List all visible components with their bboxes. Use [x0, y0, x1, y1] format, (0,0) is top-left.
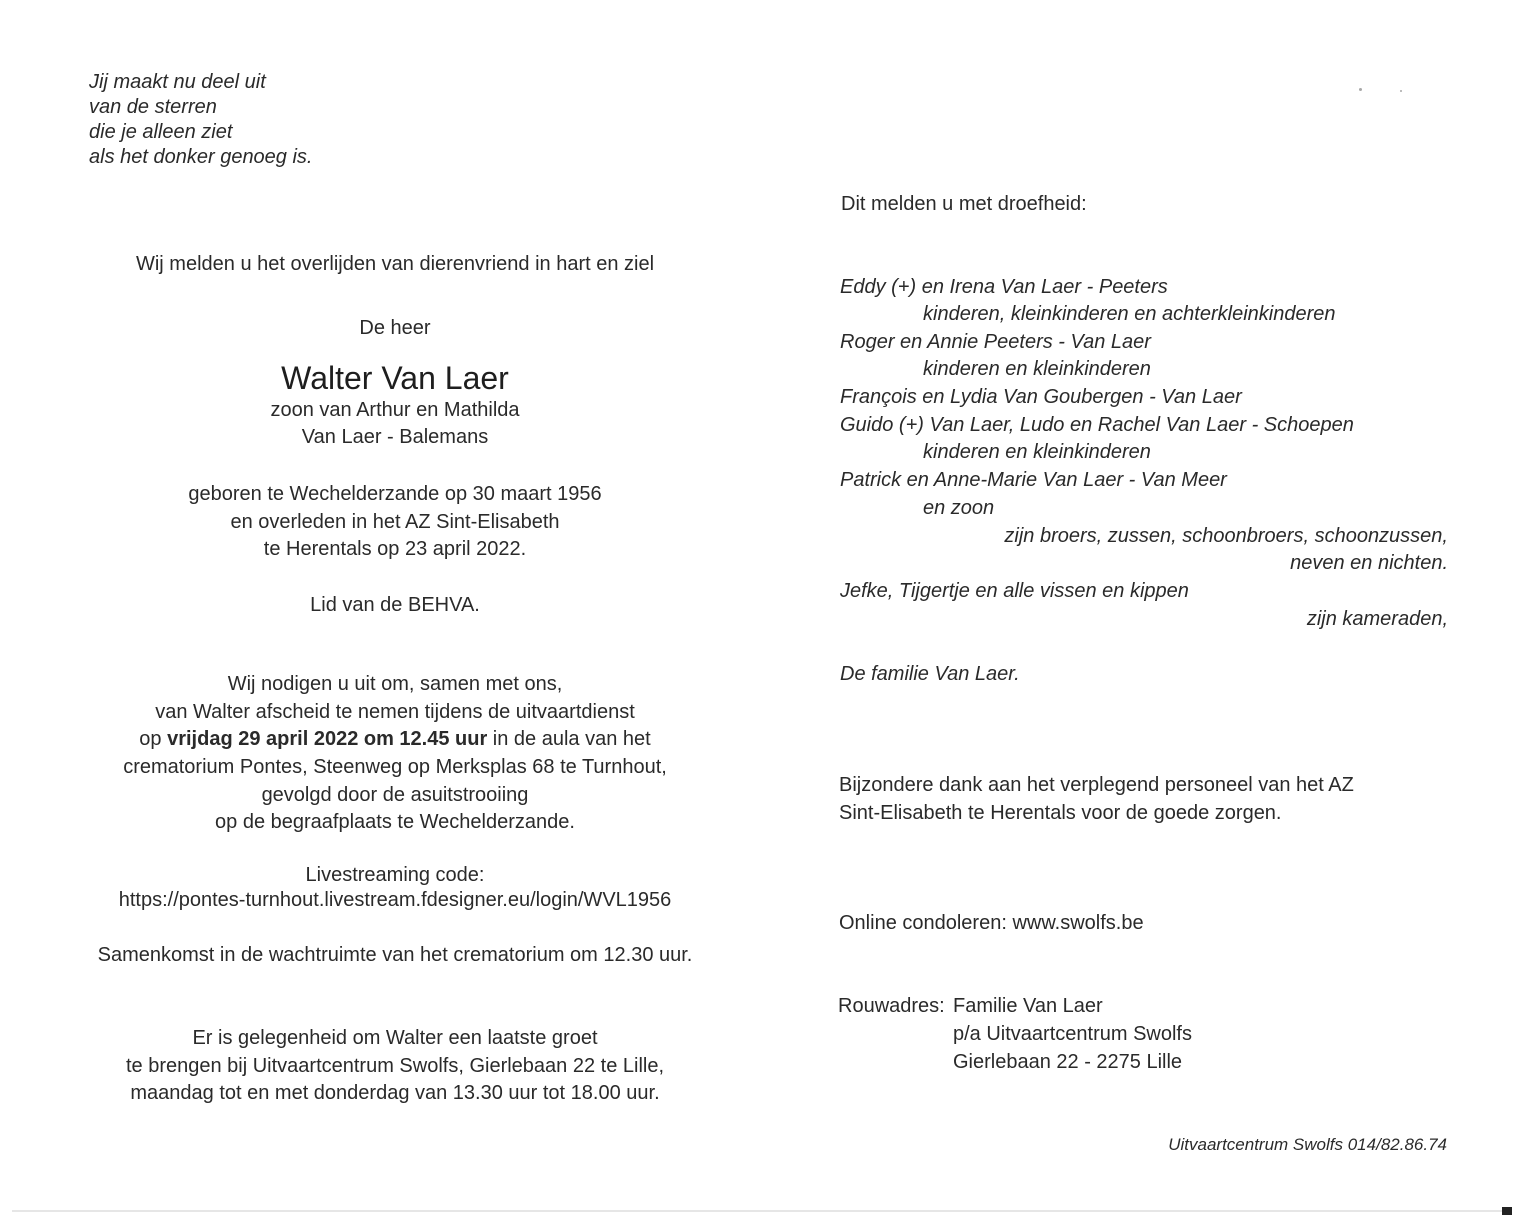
invitation-line: op de begraafplaats te Wechelderzande.	[215, 811, 575, 833]
last-greeting-line: te brengen bij Uitvaartcentrum Swolfs, Gierlebaan 22 te Lille,	[125, 1055, 665, 1077]
family-line: neven en nichten.	[1290, 552, 1448, 574]
invitation-line: crematorium Pontes, Steenweg op Merksplas 68 te Turnhout,	[123, 756, 667, 778]
invitation-line: gevolgd door de asuitstrooiing	[261, 784, 529, 806]
parents-line: Van Laer - Balemans	[301, 426, 489, 448]
scan-speck	[1359, 88, 1362, 91]
family-line: kinderen en kleinkinderen	[923, 358, 1151, 380]
scan-speck	[1400, 90, 1402, 92]
online-condolences: Online condoleren: www.swolfs.be	[839, 912, 1144, 934]
poem-line: Jij maakt nu deel uit	[89, 71, 266, 93]
poem	[89, 70, 313, 170]
last-greeting-line: Er is gelegenheid om Walter een laatste groet	[192, 1027, 598, 1049]
intro-text: Wij melden u het overlijden van dierenvriend in hart en ziel	[135, 253, 655, 275]
poem-line: als het donker genoeg is.	[89, 146, 313, 168]
family-signature: De familie Van Laer.	[840, 663, 1020, 685]
poem-line: van de sterren	[89, 96, 217, 118]
family-line: Roger en Annie Peeters - Van Laer	[840, 331, 1151, 353]
birth-death-line: te Herentals op 23 april 2022.	[263, 538, 527, 560]
announcement: Dit melden u met droefheid:	[841, 193, 1087, 215]
address-line: Familie Van Laer	[953, 995, 1103, 1017]
page-edge-line	[12, 1210, 1502, 1212]
family-line: zijn broers, zussen, schoonbroers, schoonzussen,	[1004, 525, 1448, 547]
address-label: Rouwadres:	[838, 995, 945, 1017]
invitation-line-date	[0, 725, 790, 753]
address-line: Gierlebaan 22 - 2275 Lille	[953, 1051, 1183, 1073]
family-line: Eddy (+) en Irena Van Laer - Peeters	[840, 276, 1168, 298]
membership: Lid van de BEHVA.	[310, 594, 480, 616]
last-greeting-line: maandag tot en met donderdag van 13.30 uur tot 18.00 uur.	[130, 1082, 660, 1104]
corner-mark	[1502, 1207, 1512, 1215]
livestream-label: Livestreaming code:	[305, 864, 485, 886]
service-datetime: vrijdag 29 april 2022 om 12.45 uur	[167, 728, 488, 750]
family-line: kinderen en kleinkinderen	[923, 441, 1151, 463]
invitation-post: in de aula van het	[487, 728, 651, 750]
poem-line: die je alleen ziet	[89, 121, 233, 143]
funeral-home-contact: Uitvaartcentrum Swolfs 014/82.86.74	[1168, 1135, 1447, 1154]
birth-death-line: en overleden in het AZ Sint-Elisabeth	[230, 511, 560, 533]
livestream-link[interactable]: https://pontes-turnhout.livestream.fdesigner.eu/login/WVL1956	[118, 889, 672, 911]
family-line: kinderen, kleinkinderen en achterkleinkinderen	[923, 303, 1336, 325]
invitation-line: van Walter afscheid te nemen tijdens de uitvaartdienst	[155, 701, 635, 723]
family-line: Jefke, Tijgertje en alle vissen en kippen	[840, 580, 1189, 602]
thanks-line: Sint-Elisabeth te Herentals voor de goede zorgen.	[839, 802, 1282, 824]
birth-death-line: geboren te Wechelderzande op 30 maart 1956	[188, 483, 602, 505]
family-line: Patrick en Anne-Marie Van Laer - Van Meer	[840, 469, 1227, 491]
family-line: en zoon	[923, 497, 995, 519]
address-line: p/a Uitvaartcentrum Swolfs	[953, 1023, 1192, 1045]
invitation-line: Wij nodigen u uit om, samen met ons,	[227, 673, 563, 695]
family-line: François en Lydia Van Goubergen - Van Laer	[840, 386, 1242, 408]
family-line: Guido (+) Van Laer, Ludo en Rachel Van Laer - Schoepen	[840, 414, 1354, 436]
invitation-pre: op	[139, 728, 168, 750]
family-line: zijn kameraden,	[1306, 608, 1448, 630]
gathering-text: Samenkomst in de wachtruimte van het crematorium om 12.30 uur.	[97, 944, 693, 966]
deceased-name: Walter Van Laer	[281, 360, 509, 396]
parents-line: zoon van Arthur en Mathilda	[270, 399, 520, 421]
salutation: De heer	[359, 317, 431, 339]
thanks-line: Bijzondere dank aan het verplegend personeel van het AZ	[839, 774, 1354, 796]
